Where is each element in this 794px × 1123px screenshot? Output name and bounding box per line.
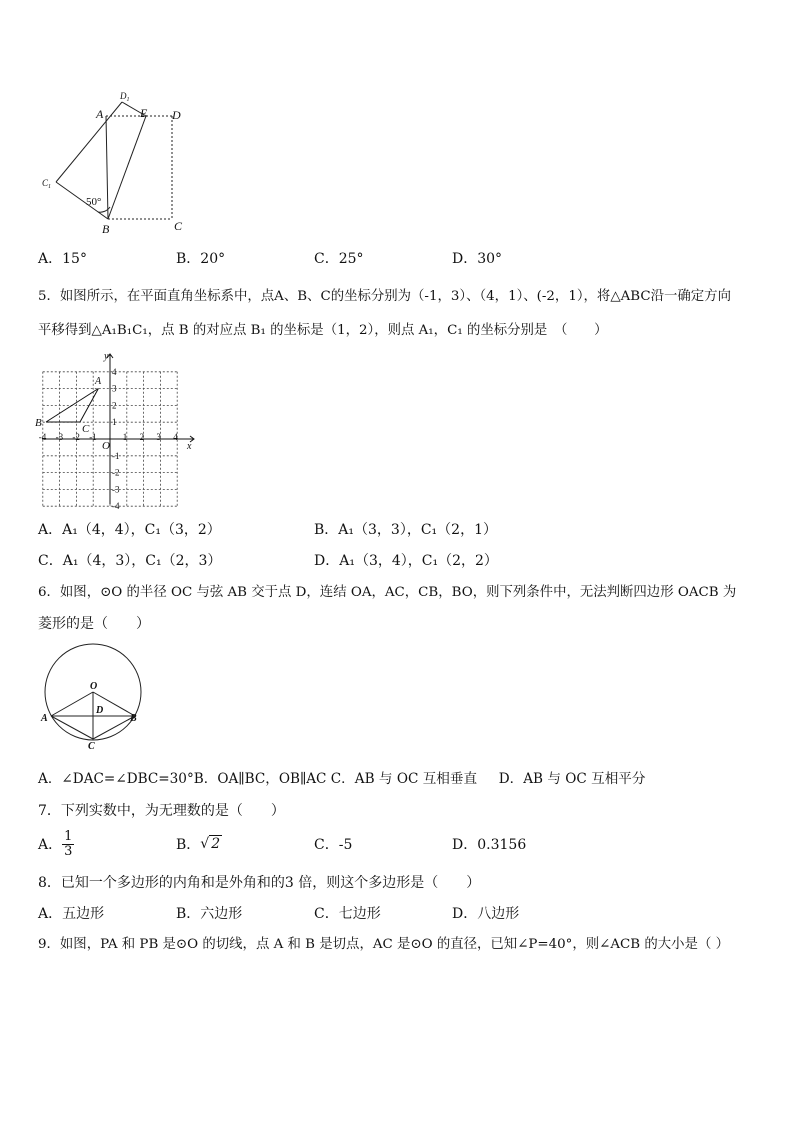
q4-label-B: B: [102, 222, 110, 236]
q6-circle-figure: [38, 640, 148, 752]
q6-option-b[interactable]: B．OA∥BC，OB∥AC: [193, 771, 327, 787]
q5-label-y: y: [104, 351, 109, 362]
q5-x-tick-label: -3: [55, 432, 64, 442]
q5-x-tick-label: 4: [173, 432, 178, 442]
q4-angle-label: 50°: [86, 196, 102, 208]
q6-label-A: A: [41, 713, 48, 724]
q5-x-tick-label: 1: [122, 432, 128, 442]
q5-x-tick-label: 2: [139, 432, 145, 442]
q4-figure: [36, 88, 196, 238]
q6-label-C: C: [88, 741, 95, 752]
q4-label-C1: $C_1$: [42, 178, 52, 190]
q4-option-d[interactable]: D．30°: [452, 251, 503, 267]
q6-label-D: D: [96, 705, 104, 716]
q4-option-b[interactable]: B．20°: [176, 251, 226, 267]
q8-option-a[interactable]: A．五边形: [38, 906, 105, 922]
q4-edge-BE: [108, 116, 146, 219]
q5-option-a[interactable]: A．A₁（4，4），C₁（3，2）: [38, 522, 221, 538]
q9-stem: 9．如图，PA 和 PB 是⊙O 的切线，点 A 和 B 是切点，AC 是⊙O 的直径，已知∠P=40°，则∠ACB 的大小是（ ）: [38, 937, 729, 952]
q4-label-C: C: [174, 219, 183, 233]
q4-edge-AB: [106, 116, 108, 219]
q5-label-C: C: [82, 423, 90, 435]
q5-stem-line2: 平移得到△A₁B₁C₁，点 B 的对应点 B₁ 的坐标是（1，2），则点 A₁，C₁ 的坐标分别是 （ ）: [38, 323, 608, 338]
q6-option-a[interactable]: A．∠DAC=∠DBC=30°: [38, 771, 194, 787]
q6-segment-OA: [51, 692, 93, 716]
q4-edge-C1D1: [56, 102, 122, 182]
q8-option-b[interactable]: B．六边形: [176, 906, 243, 922]
q5-y-tick-label: -3: [112, 484, 120, 495]
q8-stem: 8．已知一个多边形的内角和是外角和的3 倍，则这个多边形是（ ）: [38, 875, 481, 891]
q5-segment-AB: [46, 389, 98, 423]
q5-y-tick-label: -4: [112, 501, 120, 510]
q4-label-E: E: [140, 106, 148, 120]
q4-option-c[interactable]: C．25°: [314, 251, 364, 267]
q6-label-O: O: [90, 681, 98, 692]
q6-stem-line2: 菱形的是（ ）: [38, 616, 150, 632]
q5-label-B: B: [35, 417, 42, 429]
q5-y-tick-label: -2: [112, 467, 120, 478]
q5-y-tick-label: 4: [112, 366, 117, 377]
q7-fraction: $\frac{1}{3}$: [64, 828, 73, 859]
q5-option-c[interactable]: C．A₁（4，3），C₁（2，3）: [38, 553, 222, 569]
q5-stem-line1: 5．如图所示，在平面直角坐标系中，点A、B、C的坐标分别为（-1，3）、（4，1）、(-2，1），将△ABC沿一确定方向: [38, 289, 731, 304]
q7-sqrt: √ 2: [200, 836, 221, 852]
q7-stem: 7．下列实数中，为无理数的是（ ）: [38, 803, 285, 819]
q7-option-c[interactable]: C．-5: [314, 837, 353, 853]
q6-label-B: B: [130, 713, 137, 724]
q4-label-D: D: [172, 108, 181, 122]
q5-x-tick-label: -2: [72, 432, 80, 442]
q8-option-c[interactable]: C．七边形: [314, 906, 381, 922]
q5-x-tick-label: -4: [38, 432, 47, 442]
q5-coordinate-figure: [34, 350, 200, 510]
q5-y-tick-label: 2: [112, 400, 117, 411]
q5-y-tick-label: 3: [112, 383, 117, 394]
q4-label-D1: $D_1$: [120, 91, 130, 103]
q4-label-A: A: [96, 107, 104, 121]
q5-x-tick-label: -1: [89, 432, 97, 442]
q5-label-O: O: [102, 440, 110, 452]
q5-label-A: A: [95, 376, 102, 387]
q5-x-tick-label: 3: [156, 432, 161, 442]
q4-option-a[interactable]: A．15°: [38, 251, 87, 267]
q5-y-tick-label: 1: [112, 417, 117, 428]
q6-stem-line1: 6．如图，⊙O 的半径 OC 与弦 AB 交于点 D，连结 OA，AC，CB，BO，则下列条件中，无法判断四边形 OACB 为: [38, 585, 737, 600]
q6-options-row: [38, 770, 645, 788]
q7-option-d[interactable]: D．0.3156: [452, 837, 527, 853]
q7-option-a[interactable]: A． $\frac{1}{3}$: [38, 828, 73, 859]
q5-option-b[interactable]: B．A₁（3，3），C₁（2，1）: [314, 522, 497, 538]
q6-option-c[interactable]: C．AB 与 OC 互相垂直: [330, 771, 478, 787]
q5-label-x: x: [187, 441, 192, 452]
q5-y-tick-label: -1: [112, 450, 120, 461]
q6-option-d[interactable]: D．AB 与 OC 互相平分: [498, 771, 646, 787]
q7-option-b[interactable]: B． √ 2: [176, 836, 221, 853]
q5-option-d[interactable]: D．A₁（3，4），C₁（2，2）: [314, 553, 498, 569]
q8-option-d[interactable]: D．八边形: [452, 906, 520, 922]
